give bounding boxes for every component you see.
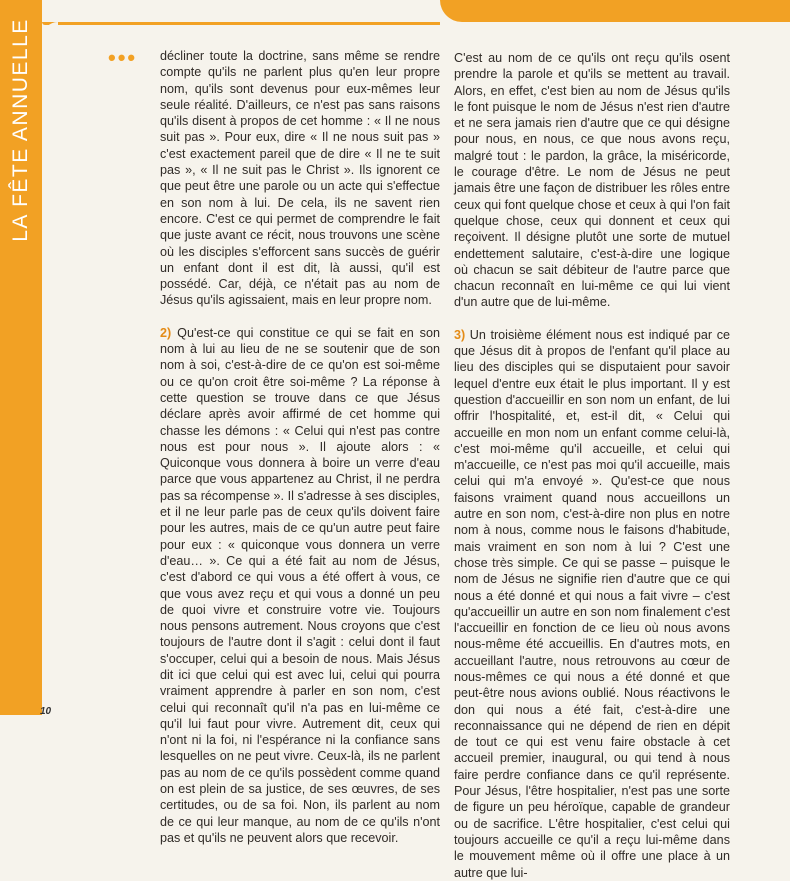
ornament-dots-icon: •••: [108, 45, 138, 70]
section-number: 3): [454, 327, 466, 342]
page-number: 10: [40, 706, 52, 717]
top-decorative-band: [440, 0, 790, 22]
paragraph-text: Un troisième élément nous est indiqué par ce que Jésus dit à propos de l'enfant qu'il place au lieu des disciples qui se disputaient pour savoir lequel d'entre eux était le plus important. Il y est question d'accueillir en son nom un enfant, de lui offrir l'hospitalité, et, est-il dit, « Celui qui accueille en mon nom un enfant comme celui-là, c'est moi-même qu'il accueille, et celui qui m'accueille, ce n'est pas moi qu'il accueille, mais celui qui m'a envoyé ». Qu'est-ce que nous faisons vraiment quand nous accueillons un autre en son nom, c'est-à-dire non plus en notre nom à nous, comme nous le faisons d'habitude, mais vraiment en son nom à lui ? C'est une chose très simple. Ce qui se passe – puisque le nom de Jésus ne signifie rien d'autre que ce qui nous a été donné et qui nous a fait vivre – c'est qu'accueillir un autre en son nom finalement c'est l'accueillir en fonction de ce lieu où nous avons nous-même été accueillis. En d'autres mots, en accueillant l'autre, nous retrouvons au cœur de nous-mêmes ce qui nous a été donné et que peut-être nous avions oublié. Nous réactivons le don qui nous a été fait, c'est-à-dire une reconnaissance qui ne dépend de rien en dépit de tout ce qui est venu faire obstacle à cet accueil premier, inaugural, ou qui tend à nous faire perdre confiance dans ce qu'il représente. Pour Jésus, l'être hospitalier, n'est pas une sorte de figure un peu héroïque, capable de grandeur ou de sacrifice. L'être hospitalier, c'est celui qui toujours accueille ce qu'il a reçu lui-même dans le mouvement même où il offre une place à un autre que lui-: [454, 327, 730, 880]
paragraph: [454, 327, 730, 881]
rubric-label: LA FÊTE ANNUELLE: [9, 18, 32, 242]
right-column: [454, 50, 730, 881]
paragraph: [160, 325, 440, 847]
paragraph: décliner toute la doctrine, sans même se rendre compte qu'ils ne parlent plus qu'en leur propre nom, qu'ils sont devenus pour eux-mêmes leur seule réalité. D'ailleurs, ce n'est pas sans raisons qu'ils disent à propos de cet homme : « Il ne nous suit pas ». Pour eux, dire « Il ne nous suit pas » c'est exactement pareil que de dire « Il ne te suit pas », « Il ne suit pas le Christ ». Ils ignorent ce que peut être une parole ou un acte qui s'effectue en son nom à lui. De cela, ils ne savent rien encore. C'est ce qui permet de comprendre le fait que juste avant ce récit, nous trouvons une scène où les disciples s'efforcent sans succès de guérir un enfant dont il est dit, là aussi, qu'il est possédé. Car, déjà, ce n'était pas au nom de Jésus qu'ils agissaient, mais en leur propre nom.: [160, 49, 440, 308]
paragraph-text: Qu'est-ce qui constitue ce qui se fait en son nom à lui au lieu de ne se soutenir que de son nom à soi, c'est-à-dire de ce qu'on est soi-même ou ce qu'on croit être soi-même ? La réponse à cette question se trouve dans ce que Jésus déclare après avoir affirmé de cet homme qui chasse les démons : « Celui qui n'est pas contre nous est pour nous ». Il ajoute alors : « Quiconque vous donnera à boire un verre d'eau parce que vous appartenez au Christ, il ne perdra pas sa récompense ». Il s'adresse à ses disciples, et il ne leur parle pas de ceux qu'ils doivent faire pour les autres, mais de ce qu'un autre peut faire pour eux : « quiconque vous donnera un verre d'eau… ». Ce qui a été fait au nom de Jésus, c'est d'abord ce qui vous a été offert à vous, ce que vous avez reçu et qui vous a donné un peu de quoi vivre et construire votre vie. Toujours nous pensons autrement. Nous croyons que c'est toujours de l'autre dont il s'agit : celui dont il faut s'occuper, celui qui a besoin de nous. Mais Jésus dit ici que celui qui est avec lui, celui qui pourra vraiment apprendre à parler en son nom, c'est celui qui reconnaît qu'il n'a pas en lui-même ce qu'il lui faut pour vivre. Autrement dit, ceux qui n'ont ni la foi, ni l'espérance ni la confiance sans lesquelles on ne peut vivre. Ceux-là, ils ne parlent pas au nom de ce qu'ils possèdent comme quand on est plein de sa justice, de ses œuvres, de ses certitudes, ou de sa foi. Non, ils parlent au nom de ce qui leur manque, au nom de ce qu'ils n'ont pas et qu'ils ne peuvent alors que recevoir.: [160, 325, 440, 845]
top-rule: [42, 22, 440, 25]
section-rubric: [4, 18, 38, 242]
section-number: 2): [160, 325, 172, 340]
left-column: [160, 48, 440, 846]
paragraph: C'est au nom de ce qu'ils ont reçu qu'ils osent prendre la parole et qu'ils se mettent au travail. Alors, en effet, c'est bien au nom de Jésus qu'ils le font puisque le nom de Jésus n'est rien d'autre et ne sera jamais rien d'autre que ce qui désigne pour nous, en nous, ce que nous avons reçu, malgré tout : le pardon, la grâce, la miséricorde, le courage d'être. Le nom de Jésus ne peut jamais être une façon de distribuer les rôles entre ceux qui font quelque chose et ceux à qui l'on fait quelque chose, ceux qui donnent et ceux qui reçoivent. Il désigne plutôt une sorte de mutuel endettement salutaire, c'est-à-dire une logique où chacun se sait débiteur de l'autre parce que chacun reconnaît en lui-même ce qui lui vient d'un autre que de lui-même.: [454, 51, 730, 310]
